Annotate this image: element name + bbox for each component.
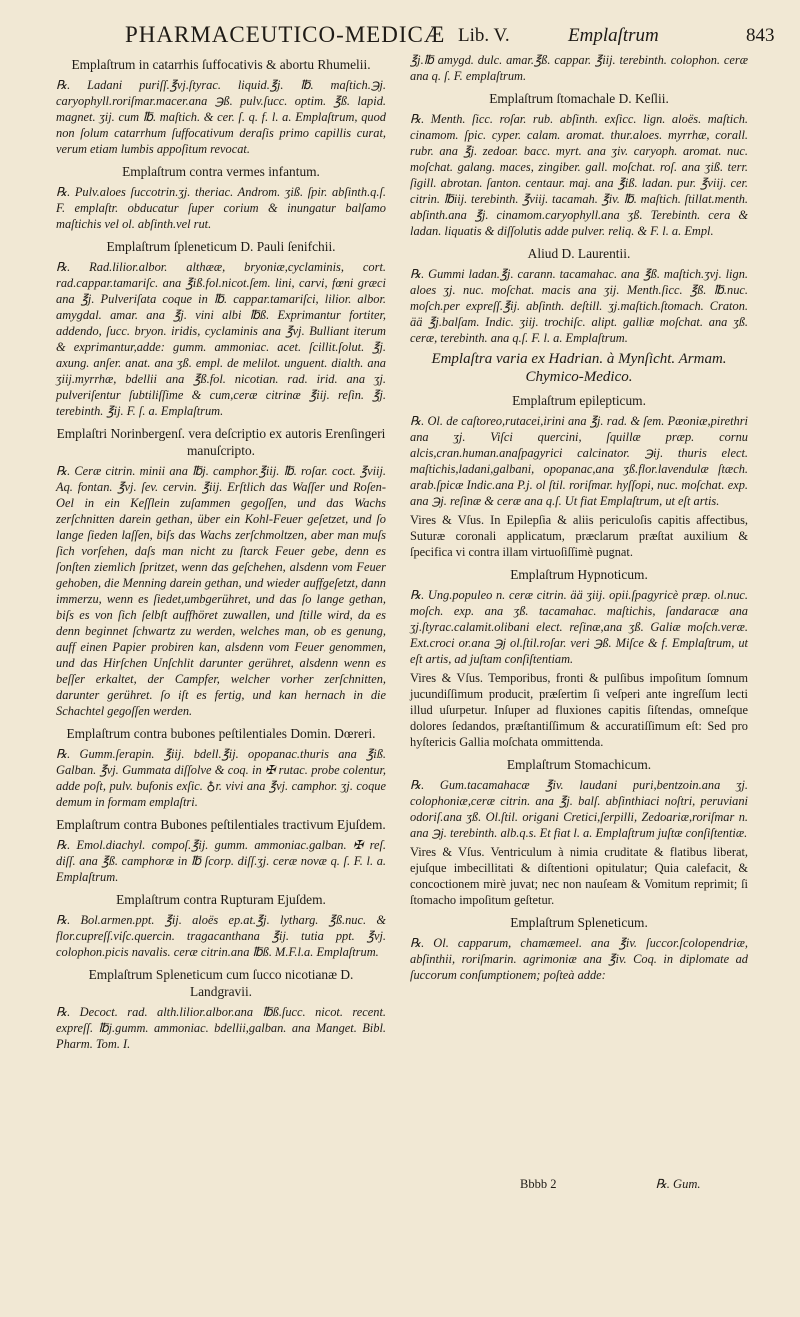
footer-signature-line bbox=[520, 1176, 700, 1192]
section-heading: Aliud D. Laurentii. bbox=[527, 246, 631, 261]
text-paragraph: ℞. Pulv.aloes ſuccotrin.ʒj. theriac. Androm. ʒiß. ſpir. abſinth.q.ſ. F. emplaſtr. obducatur ſuper corium & inungatur balſamo maſtichis vel ol. abſinth.vel rut. bbox=[56, 185, 386, 231]
signature-mark: Bbbb 2 bbox=[520, 1177, 557, 1191]
text-paragraph: ℞. Emol.diachyl. compoſ.℥ij. gumm. ammoniac.galban. ✠ reſ. diſſ. ana ℥ß. camphoræ in ℔ ſcorp. diſſ.ʒj. ceræ novæ q. ſ. F. l. a. Emplaſtrum. bbox=[56, 838, 386, 884]
section-title: Emplaſtrum bbox=[568, 25, 659, 46]
text-paragraph: Vires & Vſus. Ventriculum à nimia cruditate & flatibus liberat, ejuſque imbecillitati & diſtentioni opitulatur; Quia calefacit, & concoctionem mirè juvat; nec non nauſeam & Vomitum reprimit; ſi ſtomacho impoſitum geſtetur. bbox=[410, 845, 748, 907]
text-paragraph: ℞. Rad.lilior.albor. althææ, bryoniæ,cyclaminis, cort. rad.cappar.tamariſc. ana ℥iß.fol.nicot.ſem. lini, carvi, fœni græci ana ℥j. Pulveriſata coque in ℔. cappar.tamariſci, lilior. albor. amygdal. amar. ana ℥j. vini albi ℔ß. Exprimantur fortiter, addendo, ſucc. bryon. iridis, cyclaminis ana ℥vj. Bulliant iterum & exprimantur,adde: gumm. ammoniac. acet. ſcillit.ſolut. ℥j. axung. anſer. anat. ana ʒß. empl. de melilot. unguent. dialth. ana ʒiij.myrrhæ, bdellii ana ℥ß.fol. nicotian. rad. irid. ana ʒj. pulveriſentur ſubtiliſſime & cum,ceræ citrinæ ℥iij. reſin. ℥j. terebinth. ℥ij. F. ſ. a. Emplaſtrum. bbox=[56, 260, 386, 418]
text-paragraph: ℞. Ladani puriſſ.℥vj.ſtyrac. liquid.℥j. ℔. maſtich.℈j. caryophyll.roriſmar.macer.ana ℈ß. pulv.ſucc. optim. ℥ß. lapid. magnet. ʒij. cum ℔. maſtich. & cer. ſ. q. f. l. a. Emplaſtrum, quod non ſolum catarrhum ſuffocativum deraſis primo capillis curat, verum etiam lumbis appoſitum revocat. bbox=[56, 78, 386, 156]
section-heading: Emplaſtrum contra vermes infantum. bbox=[122, 164, 320, 179]
major-heading: Emplaſtra varia ex Hadrian. à Mynſicht. Armam. Chymico-Medico. bbox=[431, 351, 727, 385]
text-paragraph: ℞. Ceræ citrin. minii ana ℔j. camphor.℥iij. ℔. roſar. coct. ℥viij. Aq. fontan. ℥vj. ſev. cervin. ℥iij. Erſtlich das Waſſer und Roſen-Oel in ein Keſſlein zuſammen gegoſſen, und das Wachs zerſchnitten darein gethan, über ein Kohl-Feuer geſetzet, und ſo lange ſieden laſſen, biſs das Wachs zerſchmoltzen, aber man muſs ſich vorſehen, daſs man nicht zu ſtarck Feuer gebe, denn es ſonſten ziemlich ſpritzet, wenn das geſchehen, alsdenn vom Feuer gehoben, die Menning darein gethan, und wieder auffgeſetzt, dann immerzu, wenn es ſiedet,umbgerühret, und das ſo lange gethan, biſs es von ſich ſelbſt auffhöret zuwallen, und ſtille wird, da es denn beginnet ſchwartz zu werden, welches man, ob es genung, auff einen Papier probiren kan, alsdenn vom Feuer genommen, und das Hirſchen Unſchlit darunter gerühret, alsdenn wenn es beſſer erkaltet, der Campfer, welcher vorher zerſchnitten, darunter gerühret. ſo iſt es fertig, und kan hernach in die Schachtel gegoſſen werden. bbox=[56, 464, 386, 718]
section-heading: Emplaſtrum ſpleneticum D. Pauli ſenifchii. bbox=[106, 239, 336, 254]
section-heading: Emplaſtrum epilepticum. bbox=[512, 393, 646, 408]
section-heading: Emplaſtrum Hypnoticum. bbox=[510, 567, 648, 582]
text-paragraph: ℞. Ung.populeo n. ceræ citrin. ää ʒiij. opii.ſpagyricè præp. ol.nuc. moſch. exp. ana ʒß. tacamahac. maſtichis, ſandaracæ ana ʒj.ſtyrac.calamit.olibani elect. reſinæ,ana ʒß. Galiæ moſch.veræ. Ext.croci or.ana ℈j ol.ſtil.roſar. veri ℈ß. Miſce & f. Emplaſtrum, ut eſt artis, ad juſtam conſiſtentiam. bbox=[410, 588, 748, 666]
text-paragraph: ℞. Gumm.ſerapin. ℥iij. bdell.℥ij. opopanac.thuris ana ℥iß. Galban. ℥vj. Gummata diſſolve & coq. in ✠ rutac. probe colentur, adde poſt, pulv. bufonis exſic. ♁r. vivi ana ℥vj. camphor. ʒj. coque demum in formam emplaſtri. bbox=[56, 747, 386, 809]
section-heading: Emplaſtrum Stomachicum. bbox=[506, 757, 652, 772]
section-heading: Emplaſtrum ſtomachale D. Keſlii. bbox=[489, 91, 669, 106]
text-paragraph: ℞. Gum.tacamahacæ ℥iv. laudani puri,bentzoin.ana ʒj. colophoniæ,ceræ citrin. ana ℥j. balſ. abſinthiaci noſtri, peruviani odoriſ.ana ʒß. Ol.ſtil. origani Cretici,ſerpilli, Zedoariæ,roriſmar n. ana ℈j. terebinth. alb.q.s. Et fiat l. a. Emplaſtrum juſtæ conſiſtentiæ. bbox=[410, 778, 748, 840]
text-paragraph: Vires & Vſus. Temporibus, fronti & pulſibus impoſitum ſomnum jucundiſſimum producit, præſertim ſi veſperi ante ingreſſum lecti illud uſurpetur. Inſuper ad fluxiones capitis ſiſtendas, omneſque dolores ſedandos, præſtantiſſimum & accuratiſſimum eſt: Sed pro hyſtericis Gallia moſchata ommittenda. bbox=[410, 671, 748, 749]
text-paragraph: ℞. Ol. capparum, chamæmeel. ana ℥iv. ſuccor.ſcolopendriæ, abſinthii, roriſmarin. agrimoniæ ana ℥iv. Coq. in diplomate ad ſuccorum conſumptionem; poſteà adde: bbox=[410, 936, 748, 982]
text-paragraph: ℞. Menth. ſicc. roſar. rub. abſinth. exſicc. lign. aloës. maſtich. cinamom. ſpic. cyper. calam. aromat. thur.aloes. myrrhæ, corall. rubr. ana ℥j. zedoar. bacc. myrt. ana ʒiv. caryoph. aromat. nuc. moſchat. galang. maces, zingiber. gall. moſchat. roſ. ana ʒiß. terr. ſigill. abrotan. ſanton. centaur. maj. ana ℥iß. ladan. pur. ℥viij. cer. citrin. ℔iij. terebinth. ℥viij. tacamah. ℥iv. ℔. maſtich. ſtillat.menth. abſinth.ana ℥j. cinamom.caryophyll.ana ʒß. Terebinth. cera & ladan. liquatis & diſſolutis adde pulver. reliq. & F. l. a. Empl. bbox=[410, 112, 748, 238]
section-heading: Emplaſtri Norinbergenſ. vera deſcriptio ex autoris Erenſingeri manuſcripto. bbox=[56, 426, 386, 458]
section-heading: Emplaſtrum contra bubones peſtilentiales Domin. Dœreri. bbox=[66, 726, 376, 741]
text-paragraph: ℞. Ol. de caſtoreo,rutacei,irini ana ℥j. rad. & ſem. Pæoniæ,pirethri ana ʒj. Viſci quercini, ſquillæ præp. cornu alcis,cran.human.anaſpagyrici calcinator. ℈ij. thuris elect. maſtichis,ladani,galbani, opopanac,ana ʒß.flor.lavendulæ ſtæch. arab.ſpicæ Indic.ana P.j. ol ſtil. roriſmar. hyſſopi, nuc. moſchat. exp. ana ℈j. reſinæ & ceræ ana q.ſ. Ut fiat Emplaſtrum, ut eſt artis. bbox=[410, 414, 748, 508]
text-paragraph: ℥j.℔ amygd. dulc. amar.℥ß. cappar. ℥iij. terebinth. colophon. ceræ ana q. ſ. F. emplaſtrum. bbox=[410, 53, 748, 83]
running-header bbox=[0, 20, 800, 52]
section-heading: Emplaſtrum Spleneticum cum ſucco nicotianæ D. Landgravii. bbox=[88, 967, 354, 999]
text-paragraph: Vires & Vſus. In Epilepſia & aliis periculoſis capitis affectibus, Suturæ coronali applicatum, præclarum præſtat auxilium & ſpecifica vi contra illam virtuoſiſſimè pugnat. bbox=[410, 513, 748, 559]
section-heading: Emplaſtrum contra Rupturam Ejuſdem. bbox=[116, 892, 326, 907]
page-number: 843 bbox=[746, 25, 775, 46]
catchword: ℞. Gum. bbox=[655, 1177, 701, 1191]
text-paragraph: ℞. Bol.armen.ppt. ℥ij. aloës ep.at.℥j. lytharg. ℥ß.nuc. & flor.cupreſſ.viſc.quercin. tragacanthana ℥ij. tutia ppt. ℥vj. colophon.picis navalis. ceræ citrin.ana ℔ß. M.F.l.a. Emplaſtrum. bbox=[56, 913, 386, 959]
section-heading: Emplaſtrum in catarrhis ſuffocativis & abortu Rhumelii. bbox=[71, 57, 371, 72]
section-heading: Emplaſtrum contra Bubones peſtilentiales tractivum Ejuſdem. bbox=[56, 817, 386, 832]
running-title: PHARMACEUTICO-MEDICÆ bbox=[125, 22, 446, 47]
text-paragraph: ℞. Gummi ladan.℥j. carann. tacamahac. ana ℥ß. maſtich.ʒvj. lign. aloes ʒj. nuc. moſchat. macis ana ʒij. Menth.ſicc. ℥ß. ℔.nuc. moſch.per expreſſ.℥ij. abſinth. deſtill. ʒj.maſtich.ſtomach. Craton. ää ℥j.balſam. Indic. ʒiij. trochiſc. alipt. galliæ moſchat. ana ʒß. ceræ, terebinth. ana q.ſ. F. l. a. Emplaſtrum. bbox=[410, 267, 748, 345]
text-paragraph: ℞. Decoct. rad. alth.lilior.albor.ana ℔ß.ſucc. nicot. recent. expreſſ. ℔j.gumm. ammoniac. bdellii,galban. ana Manget. Bibl. Pharm. Tom. I. bbox=[56, 1005, 386, 1051]
left-column bbox=[56, 50, 386, 1055]
section-heading: Emplaſtrum Spleneticum. bbox=[510, 915, 648, 930]
book-number: Lib. V. bbox=[458, 25, 510, 46]
right-column bbox=[410, 52, 748, 986]
